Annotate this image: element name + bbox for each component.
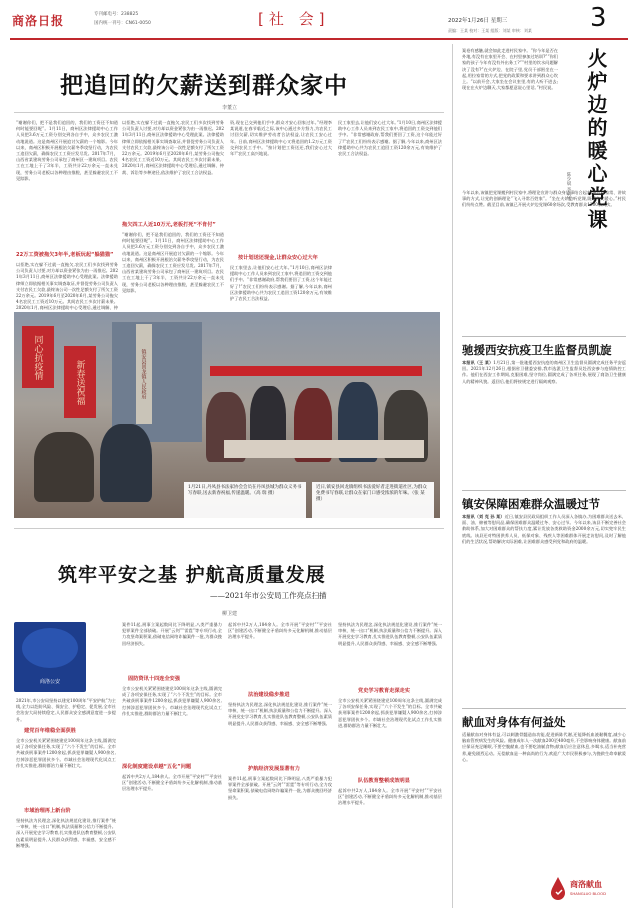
editors-line: 责编：王某 校对：王某 组版：刘某 审核：刘某 [448, 28, 532, 33]
bottom-col-1: 全市公安机关紧紧围绕建党100周年这条主线,圆满完成了各项安保任务,实现了“六个不发生”的目标。全市共破获刑事案件1200余起,抓获犯罪嫌疑人900余名,打掉涉恶犯罪团伙多个。市域社会治理现代化试点工作扎实推进,群防群治力量不断壮大。 [16, 738, 116, 768]
masthead-info-1: 专刊邮电号：238825 [94, 12, 139, 17]
bottom-subtitle: ——2021年市公安局工作亮点扫描 [210, 591, 327, 600]
right-headline-3: 献血对身体有何益处 [462, 715, 566, 729]
main-subhead-1: 22万工资被拖欠3年半,老板玩起“躲猫猫” [16, 252, 114, 258]
section-tag: [社 会] [258, 10, 330, 28]
right-headline-1: 驰援西安抗疫卫生监督员凯旋 [462, 343, 612, 357]
blood-donation-logo [548, 874, 628, 904]
photo-caption-2: 近日,镇安县回龙镇组织书法爱好者走进街道社区,为群众免费书写春联,让群众在家门口感受浓浓的年味。（张 某 摄） [312, 482, 434, 518]
right-vertical-byline: 陈少斌 李明旭 [566, 172, 571, 201]
right-headline-2: 镇安保障困难群众温暖过节 [462, 497, 600, 511]
column-divider [452, 44, 453, 908]
bottom-subhead-2: 市域治理再上新台阶 [24, 808, 71, 814]
bottom-col-4b: 全市公安机关紧紧围绕建党100周年这条主线,圆满完成了各项安保任务,实现了“六个不发生”的目标。全市共破获刑事案件1200余起,抓获犯罪嫌疑人900余名,打掉涉恶犯罪团伙多个。市域社会治理现代化试点工作扎实推进,群防群治力量不断壮大。 [338, 698, 442, 728]
photo-person [34, 432, 94, 502]
issue-date: 2022年1月26日 星期三 [448, 18, 508, 24]
bottom-col-2: 案件11起,刑事立案起数同比下降明显,八类严重暴力犯罪案件全部侦破。开展“云剑”“雷霆”等专项行动,全力攻坚命案积案,侦破电信网络诈骗案件一批,为群众挽回经济损失。 [122, 622, 222, 646]
bottom-subhead-8: 队伍教育整顿成效明显 [358, 778, 410, 784]
main-subhead-3: 按计划送还现金,让群众安心过大年 [238, 255, 318, 261]
bottom-subhead-3: 固防资讯十四连全安强 [128, 676, 180, 682]
bottom-intro: 2021年,市公安局坚持以建党100周年“平安护航”为主线,全力以赴防风险、保安全、护稳定、促发展,全市社会治安大局持续稳定,人民群众安全感满意度进一步提升。 [16, 698, 116, 722]
bottom-subhead-1: 建党百年维稳全面获胜 [24, 728, 76, 734]
main-col-4: 民工家里去,让他们安心过大年。”1月10日,商州区法律援助中心工作人员来到农民工家中,将追回的工资交到他们手中。“非常感谢政府,帮我们要回了工资,这个年能过好了!”农民工们纷纷表示感谢。据了解,今年以来,商州区法律援助中心共为农民工追回工资120余万元,有效维护了农民工合法权益。 [338, 120, 442, 157]
right-intro: 案卷有感触,就会如此走进村民家中。“你今年是否在外地,有没有在家里开会、在村里参加过培训?”“你们家的孩子今年有没有外出务工?”“村里的饮水问题解决了没有?”在火炉边、在院子里,党员干部围坐在一起,用拉家常的方式,把党的政策和要求讲到群众心坎上。“以前开会,大家坐在会议室里,有的人听不进去;现在在火炉边聊天,大家都愿意说心里话。”村民说。 [462, 48, 558, 91]
photo-person [100, 424, 152, 502]
main-col-1: “谢谢你们，把不是我们追回的，我们的工资还不知道何时能要回呢”。1月11日，商州区法律援助中心工作人员把3.6万元工资分别交到各自手中，众多农民工激动地说道。这是商州区开展追讨欠薪的一个缩影。今年以来，商州区积极开展根治欠薪冬季攻坚行动，为农民工追回欠薪，确保农民工工资应发尽发。2017年7月，山西省某建筑劳务公司承包了商州区一建筑项目。农民工在工地上干了3年半，工资共计22万余元一直未兑现，劳务公司老板以各种理由推脱，甚至躲避农民工不见踪影。 [16, 120, 118, 181]
bottom-col-3c: 案件11起,刑事立案起数同比下降明显,八类严重暴力犯罪案件全部侦破。开展“云剑”“雷霆”等专项行动,全力攻坚命案积案,侦破电信网络诈骗案件一批,为群众挽回经济损失。 [228, 776, 332, 800]
masthead-rule [10, 38, 628, 40]
divider [14, 528, 444, 529]
red-banner [210, 366, 422, 376]
masthead [0, 0, 638, 40]
main-col-2: 以拒绝,实在躲不过就一直拖欠,农民工们多次找到劳务公司负责人讨要,对方却以资金紧张为由一再推迟。2021年3月11日,商州区法律援助中心受理此案。法律援助律师立即依据相关事实调查取证,并督促劳务公司负责人支付农民工欠款,最终该公司一次性足额支付了所欠工资22万余元。2019年6月至2020年6月,某劳务公司拖欠4名农民工工资近10万元。其间农民工多次讨薪未果。2020年1月,商州区法律援助中心受理后,通过调解、仲裁、诉讼等多种途径,依法维护了农民工合法权益。 [122, 120, 224, 175]
building-sign: 镇安县回龙镇人民政府 [136, 324, 152, 424]
main-col-1b: 以拒绝,实在躲不过就一直拖欠,农民工们多次找到劳务公司负责人讨要,对方却以资金紧张为由一再推迟。2021年3月11日,商州区法律援助中心受理此案。法律援助律师立即依据相关事实调查取证,并督促劳务公司负责人支付农民工欠款,最终该公司一次性足额支付了所欠工资22万余元。2019年6月至2020年6月,某劳务公司拖欠4名农民工工资近10万元。其间农民工多次讨薪未果。2020年1月,商州区法律援助中心受理后,通过调解、仲 [16, 262, 118, 311]
footer-logo-subtext: SHANGLUO BLOOD [570, 891, 607, 896]
right-article-1: 本报讯（王 某）1月21日,第一批驰援西安抗疫的商州区卫生监督员圆满完成任务平安返回。2021年12月26日,根据省卫健委安排,我市选派卫生监督员赴西安参与疫情防控工作。他们在西安工作期间,克服困难,坚守岗位,圆满完成了各项任务,展现了商洛卫生健康人的精神风貌。返回后,他们将按规定进行隔离观察。 [462, 360, 626, 384]
bottom-subhead-4: 深化制度建设卓越“五化”问题 [122, 764, 192, 770]
masthead-info-2: 国内统一刊号：CN61-0050 [94, 21, 151, 26]
bottom-col-4: 坚持执法为民理念,深化执法规范化建设,推行案件“统一审核、统一出口”机制,执法质量和公信力不断提升。深入开展党史学习教育,扎实推进队伍教育整顿,公安队伍素质明显提升,人民群众获得感、幸福感、安全感不断增强。 [338, 622, 442, 646]
bottom-subhead-6: 护航经济发展显著有力 [248, 766, 300, 772]
bottom-col-3: 起诉中共2万人,184余人。全市开展“平安村”“平安社区”创建活动,不断健全矛盾纠纷多元化解机制,推动基层治理水平提升。 [228, 622, 332, 640]
divider [14, 112, 444, 113]
bottom-col-2b: 全市公安机关紧紧围绕建党100周年这条主线,圆满完成了各项安保任务,实现了“六个不发生”的目标。全市共破获刑事案件1200余起,抓获犯罪嫌疑人900余名,打掉涉恶犯罪团伙多个。市域社会治理现代化试点工作扎实推进,群防群治力量不断壮大。 [122, 686, 222, 716]
divider [462, 336, 626, 337]
main-col-2b: “谢谢你们，把不是我们追回的，我们的工资还不知道何时能要回呢”。1月11日，商州区法律援助中心工作人员把3.6万元工资分别交到各自手中，众多农民工激动地说道。这是商州区开展追讨欠薪的一个缩影。今年以来，商州区积极开展根治欠薪冬季攻坚行动，为农民工追回欠薪，确保农民工工资应发尽发。2017年7月，山西省某建筑劳务公司承包了商州区一建筑项目。农民工在工地上干了3年半，工资共计22万余元一直未兑现，劳务公司老板以各种理由推脱，甚至躲避农民工不见踪影。 [122, 232, 224, 293]
main-subhead-2: 拖欠四工人近10万元,老板打死“不肯付” [122, 222, 216, 228]
right-article-3: 适量献血对身体有益,可以刺激骨髓造血功能,促进新陈代谢,还能降低血液黏稠度,减少心脑血管疾病发生的风险。健康成年人一次献血200至400毫升,不会影响身体健康。献血前应保证充足睡眠,不要空腹献血,也不要吃油腻食物;献血后应注意休息,多喝水,适当补充营养,避免剧烈运动。无偿献血是一种高尚的行为,欢迎广大市民积极参与,为挽救生命奉献爱心。 [462, 732, 626, 762]
badge-emblem-icon [22, 628, 78, 668]
divider [462, 490, 626, 491]
page-number: 3 [590, 3, 607, 33]
newspaper-logo: 商洛日报 [12, 14, 65, 28]
main-headline: 把追回的欠薪送到群众家中 [60, 73, 348, 99]
bottom-col-4c: 起诉中共2万人,184余人。全市开展“平安村”“平安社区”创建活动,不断健全矛盾纠纷多元化解机制,推动基层治理水平提升。 [338, 788, 442, 806]
bottom-col-1b: 坚持执法为民理念,深化执法规范化建设,推行案件“统一审核、统一出口”机制,执法质量和公信力不断提升。深入开展党史学习教育,扎实推进队伍教育整顿,公安队伍素质明显提升,人民群众获得感、幸福感、安全感不断增强。 [16, 818, 116, 848]
footer-logo-text: 商洛献血 [570, 880, 602, 889]
main-author: 李董立 [222, 105, 238, 111]
bottom-col-3b: 坚持执法为民理念,深化执法规范化建设,推行案件“统一审核、统一出口”机制,执法质量和公信力不断提升。深入开展党史学习教育,扎实推进队伍教育整顿,公安队伍素质明显提升,人民群众获得感、幸福感、安全感不断增强。 [228, 702, 332, 726]
right-intro-2: 今年以来,该镇把党课搬到村民家中,将理论宣讲与群众身边事结合起来,通过拉家常、讲故事的方式,让党的创新理论“飞入寻常百姓家”。“坐在火炉边听党课,既暖身又暖心。”村民们纷纷点赞。截至目前,该镇已开展火炉边党课60余场次,受教育群众1200余人次。 [462, 190, 626, 208]
news-photo [14, 312, 440, 518]
bottom-subhead-7: 党史学习教育走深走实 [358, 688, 410, 694]
main-col-3b: 民工家里去,让他们安心过大年。”1月10日,商州区法律援助中心工作人员来到农民工家中,将追回的工资交到他们手中。“非常感谢政府,帮我们要回了工资,这个年能过好了!”农民工们纷纷表示感谢。据了解,今年以来,商州区法律援助中心共为农民工追回工资120余万元,有效维护了农民工合法权益。 [230, 265, 332, 302]
right-article-2: 本报讯（刘 克 孙 某）近日,镇安县民政局组织工作人员深入各镇办,为困难群众送去米、面、油、棉被等慰问品,确保困难群众温暖过冬、安心过节。今年以来,该县不断完善社会救助体系,加大对困难群众的帮扶力度,累计发放各类救助资金2000余万元,切实兜牢民生底线。该县还对特困供养人员、低保对象、残疾人等困难群体开展走访慰问,及时了解他们的生活状况,帮助解决实际困难,让困难群众感受到党和政府的温暖。 [462, 514, 626, 544]
photo-stamp-2: 新春送祝福 [64, 346, 96, 418]
bottom-col-2c: 起诉中共2万人,184余人。全市开展“平安村”“平安社区”创建活动,不断健全矛盾纠纷多元化解机制,推动基层治理水平提升。 [122, 774, 222, 792]
bottom-author: 柳卫建 [222, 611, 238, 617]
right-vertical-headline: 火炉边的暖心党课 [584, 48, 608, 232]
photo-stamp-1: 同心抗疫情 [22, 326, 54, 388]
badge-text: 商洛公安 [39, 679, 60, 685]
divider [462, 708, 626, 709]
main-col-3: 资,现在已交到他们手中,群众才安心回家过年。”经理李某说道,在春节临近之际,该中心通过多方努力,为农民工讨回欠薪,切实维护劳动者合法权益,让农民工安心过年。日前,商州区法律援助中心又将追回的1.2万元工资交到农民工手中。“按计划把工资送还,我们安心过大年!”农民工高兴地说。 [230, 120, 332, 157]
bottom-headline: 筑牢平安之基 护航高质量发展 [58, 564, 326, 586]
photo-table [224, 440, 424, 458]
bottom-subhead-5: 法治建设稳步推进 [248, 692, 290, 698]
photo-caption-1: 1月21日,丹凤县书法家协会会员在丹凤县城为群众义务书写春联,送去新春祝福,传递温暖。（高 瑞 摄） [184, 482, 306, 518]
